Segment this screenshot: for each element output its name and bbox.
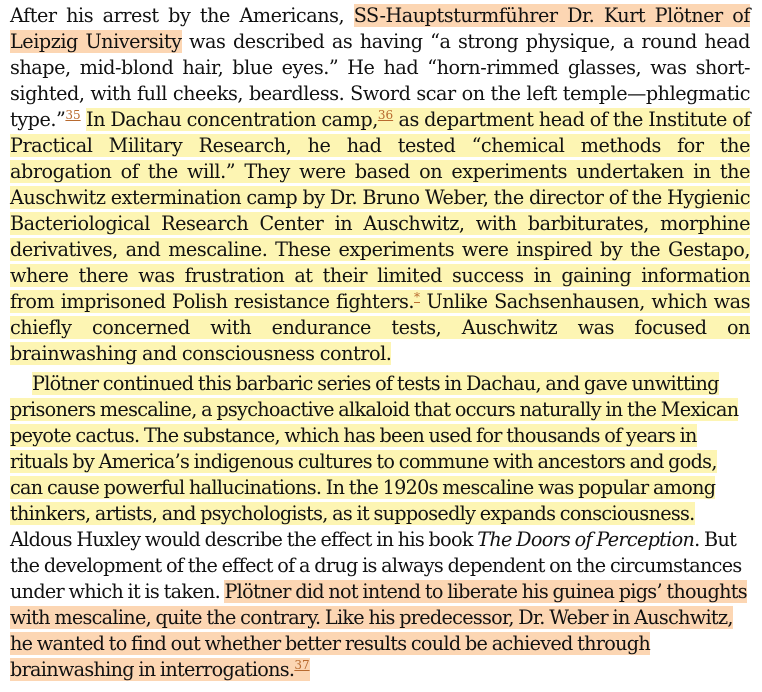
footnote-link-36[interactable]: 36 bbox=[377, 108, 394, 122]
text-plain: Aldous Huxley would describe the effect in his book bbox=[10, 528, 478, 551]
text-plain: . But the development of the effect of a drug is always dependent on the circumstances under which it is taken. bbox=[10, 528, 742, 603]
paragraph-2 bbox=[10, 371, 750, 683]
highlight-yellow-mescaline[interactable]: Plötner continued this barbaric series of tests in Dachau, and gave unwitting prisoners mescaline, a psychoactive alkaloid that occurs naturally in the Mexican peyote cactus. The substance, which has been used for thousands of years in rituals by America’s indigenous cultures to commune with ancestors and gods, can cause powerful hallucinations. In the 1920s mescaline was popular among thinkers, artists, and psychologists, as it supposedly expands consciousness. bbox=[10, 372, 739, 525]
footnote-35 bbox=[65, 108, 80, 122]
highlight-text: Unlike Sachsenhausen, which was chiefly concerned with endurance tests, Auschwitz was focused on brainwashing and consciousness control. bbox=[10, 290, 750, 365]
footnote-link-37[interactable]: 37 bbox=[294, 658, 310, 672]
highlight-text: Plötner did not intend to liberate his guinea pigs’ thoughts with mescaline, quite the contrary. Like his predecessor, Dr. Weber in Auschwitz, he wanted to find out whether better results could be achieved through brainwashing in interrogations. bbox=[10, 580, 747, 681]
highlight-text: as department head of the Institute of Practical Military Research, he had tested “chemical methods for the abrogation of the will.” They were based on experiments undertaken in the Auschwitz extermination camp by Dr. Bruno Weber, the director of the Hygienic Bacteriological Research Center in Auschwitz, with barbiturates, morphine derivatives, and mescaline. These experiments were inspired by the Gestapo, where there was frustration at their limited success in gaining information from imprisoned Polish resistance fighters. bbox=[10, 108, 750, 313]
footnote-link-star[interactable]: * bbox=[414, 290, 420, 304]
footnote-37 bbox=[294, 658, 309, 672]
book-title: The Doors of Perception bbox=[477, 528, 695, 551]
highlight-yellow-dachau[interactable] bbox=[10, 108, 750, 365]
paragraph-1 bbox=[10, 3, 750, 367]
text-plain: was described as having “a strong physique, a round head shape, mid-blond hair, blue eyes.” He had “horn-rimmed glasses, was short-sighted, with full cheeks, beardless. Sword scar on the left temple—phlegmatic type.” bbox=[10, 30, 750, 131]
text-plain: After his arrest by the Americans, bbox=[10, 4, 354, 27]
footnote-36 bbox=[378, 108, 393, 122]
highlight-orange-name[interactable]: SS-Hauptsturmführer Dr. Kurt Plötner of Leipzig University bbox=[10, 4, 750, 53]
highlight-text: In Dachau concentration camp, bbox=[86, 108, 378, 131]
footnote-link-35[interactable]: 35 bbox=[65, 108, 81, 122]
